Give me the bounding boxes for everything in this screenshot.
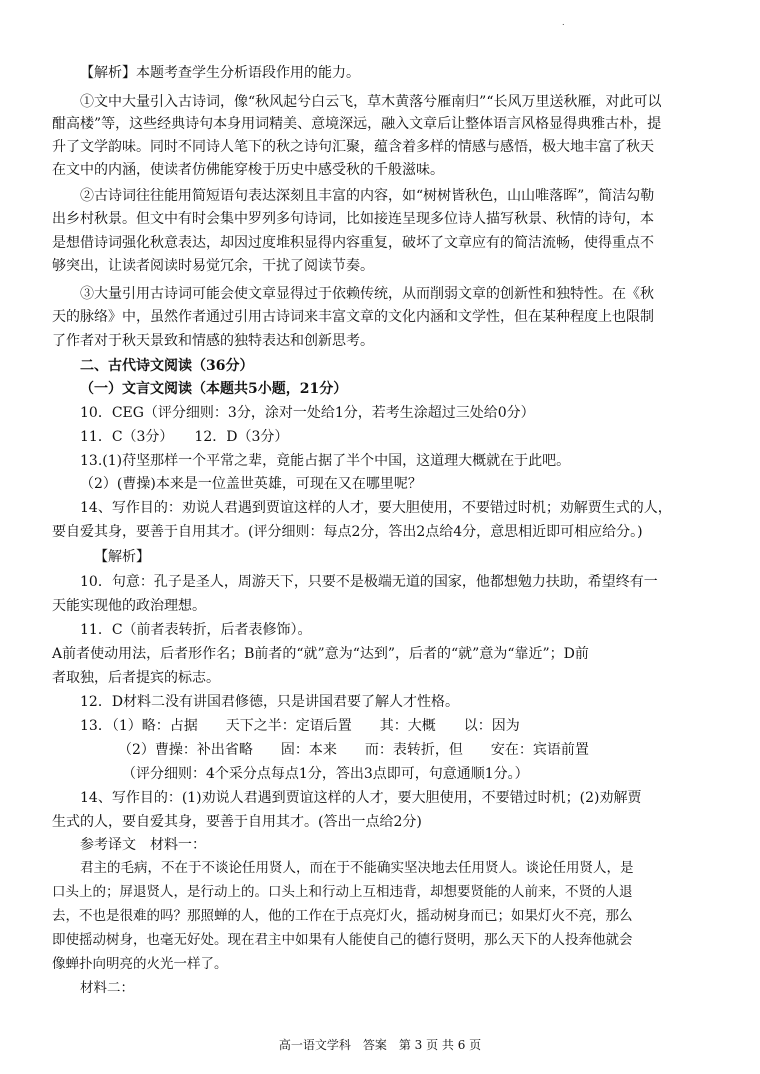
section-heading: 二、古代诗文阅读（36分） [80,358,254,374]
translation-line: 口头上的；屏退贤人，是行动上的。口头上和行动上互相违背，却想要贤能的人前来，不贤的人退 [52,884,633,900]
answer-line: 10．CEG（评分细则：3分，涂对一处给1分，若考生涂超过三处给0分） [80,405,535,421]
text-line: 升了文学韵味。同时不同诗人笔下的秋之诗句汇聚，蕴含着多样的情感与感悟，极大地丰富了秋天 [52,139,654,155]
text-line: 【解析】本题考查学生分析语段作用的能力。 [80,65,360,81]
analysis-line: 13．（1）略：占据 天下之半：定语后置 其：大概 以：因为 [80,718,520,734]
text-line: 在文中的内涵，使读者仿佛能穿梭于历史中感受秋的千般滋味。 [52,162,444,178]
text-line: ③大量引用古诗词可能会使文章显得过于依赖传统，从而削弱文章的创新性和独特性。在《秋 [80,286,654,302]
analysis-line: 者取独，后者提宾的标志。 [52,670,220,686]
subsection-heading: （一）文言文阅读（本题共5小题，21分） [80,381,348,397]
text-line: 出乡村秋景。但文中有时会集中罗列多句诗词，比如接连呈现多位诗人描写秋景、秋情的诗句，本 [52,211,654,227]
analysis-line: 14、写作目的：(1)劝说人君遇到贾谊这样的人才，要大胆使用，不要错过时机；(2)劝解贾 [80,790,642,806]
analysis-line: （评分细则：4个采分点每点1分，答出3点即可，句意通顺1分。） [122,766,529,782]
analysis-line: 10．句意：孔子是圣人，周游天下，只要不是极端无道的国家，他都想勉力扶助，希望终有一 [80,574,658,590]
analysis-line: 11．C（前者表转折，后者表修饰）。 [80,622,312,638]
analysis-line: （2）曹操：补出省略 固：本来 而：表转折，但 安在：宾语前置 [118,742,589,758]
translation-line: 像蝉扑向明亮的火光一样了。 [52,956,228,972]
analysis-heading: 【解析】 [94,549,150,565]
translation-line: 君主的毛病，不在于不谈论任用贤人，而在于不能确实坚决地去任用贤人。谈论任用贤人，是 [80,860,634,876]
text-line: 酣高楼”等，这些经典诗句本身用词精美、意境深远，融入文章后让整体语言风格显得典雅古朴，提 [52,116,662,132]
answer-line: 要自爱其身，要善于自用其才。(评分细则：每点2分，答出2点给4分，意思相近即可相应给分。) [52,524,643,540]
answer-line: 13.(1)苻坚那样一个平常之辈，竟能占据了半个中国，这道理大概就在于此吧。 [80,453,571,469]
text-line: 天的脉络》中，虽然作者通过引用古诗词来丰富文章的文化内涵和文学性，但在某种程度上也限制 [52,309,654,325]
text-line: ②古诗词往往能用简短语句表达深刻且丰富的内容，如“树树皆秋色，山山唯落晖”，简洁勾勒 [80,188,655,204]
text-line: 是想借诗词强化秋意表达，却因过度堆积显得内容重复，破坏了文章应有的简洁流畅，使得重点不 [52,235,654,251]
answer-line: 11．C（3分） 12．D（3分） [80,429,289,445]
translation-line: 即使摇动树身，也毫无好处。现在君主中如果有人能使自己的德行贤明，那么天下的人投奔他就会 [52,932,633,948]
translation-line: 去，不也是很难的吗？那照蝉的人，他的工作在于点亮灯火，摇动树身而已；如果灯火不亮，那么 [52,908,633,924]
translation-heading: 参考译文 材料一： [80,837,206,853]
analysis-line: A前者使动用法，后者形作名；B前者的“就”意为“达到”，后者的“就”意为“靠近”；D前 [52,646,589,662]
text-line: 了作者对于秋天景致和情感的独特表达和创新思考。 [52,333,374,349]
page-footer: 高一语文学科 答案 第 3 页 共 6 页 [278,1038,482,1052]
analysis-line: 12．D材料二没有讲国君修德，只是讲国君要了解人才性格。 [80,694,460,710]
translation-line: 材料二： [80,980,134,996]
analysis-line: 天能实现他的政治理想。 [52,598,206,614]
text-line: 够突出，让读者阅读时易觉冗余，干扰了阅读节奏。 [52,258,374,274]
answer-line: 14、写作目的：劝说人君遇到贾谊这样的人才，要大胆使用，不要错过时机；劝解贾生式的人， [80,500,672,516]
corner-mark: . [562,18,565,27]
analysis-line: 生式的人，要自爱其身，要善于自用其才。(答出一点给2分) [52,814,422,830]
answer-line: （2）(曹操)本来是一位盖世英雄，可现在又在哪里呢？ [80,476,422,492]
text-line: ①文中大量引入古诗词，像“秋风起兮白云飞，草木黄落兮雁南归”“长风万里送秋雁，对此可以 [80,94,662,110]
